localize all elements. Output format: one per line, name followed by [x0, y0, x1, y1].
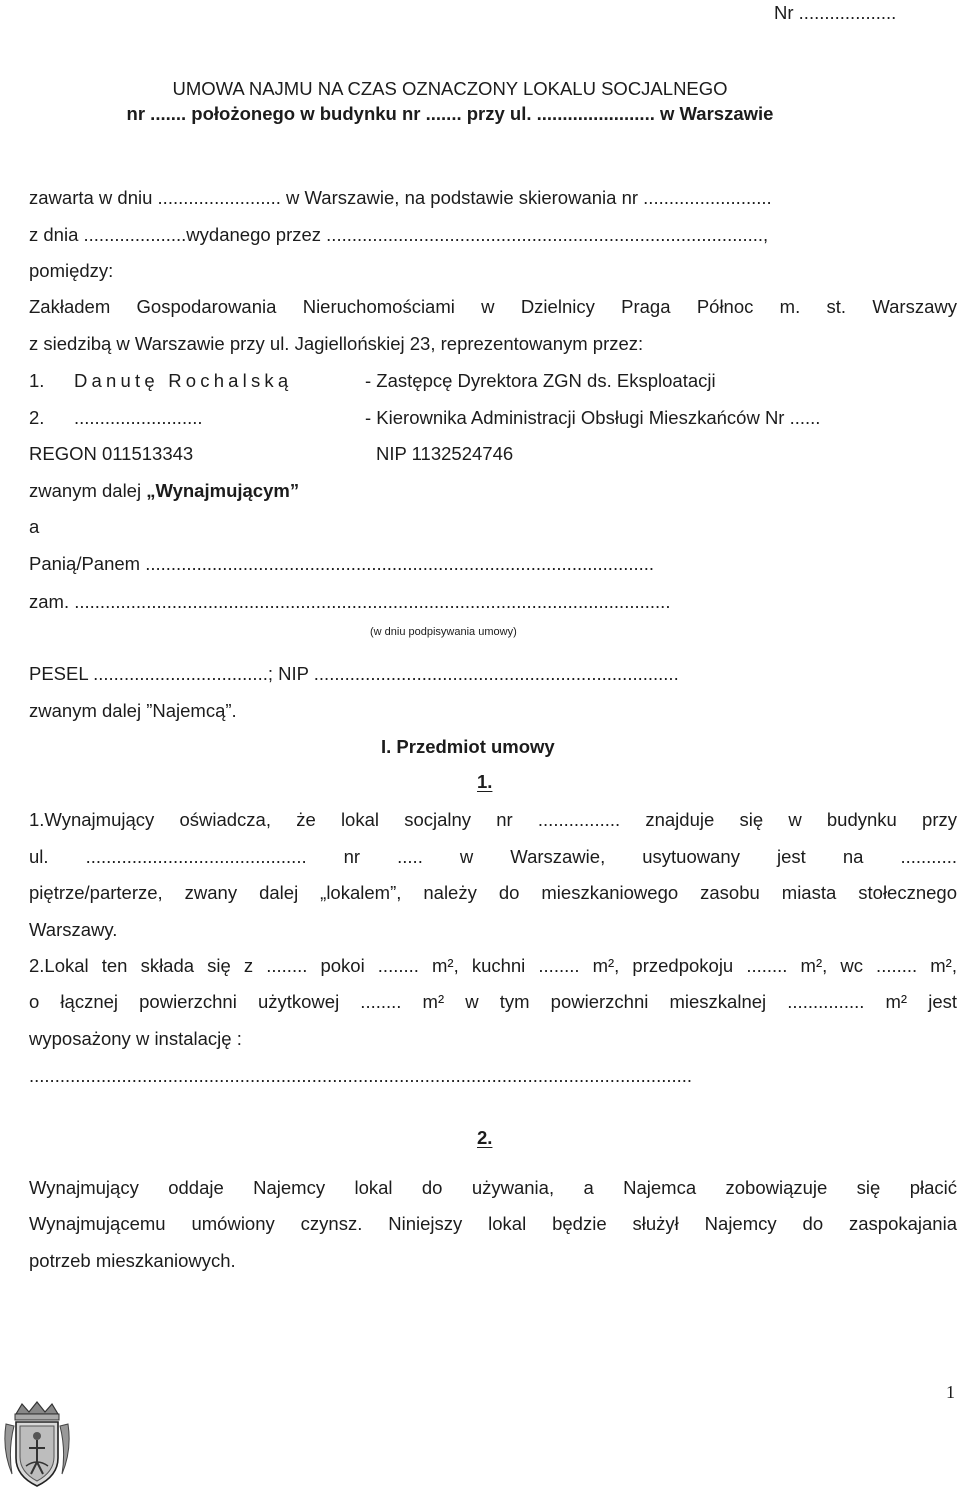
paragraph-1-number: 1. [477, 771, 493, 792]
representative-2-role: - Kierownika Administracji Obsługi Mieszkańców Nr ...... [365, 407, 821, 428]
p3-line-1: Wynajmujący oddaje Najemcy lokal do używania, a Najemca zobowiązuje się płacić [29, 1177, 957, 1198]
landlord-definition [29, 480, 299, 502]
p1-line-3: piętrze/parterze, zwany dalej „lokalem”, należy do mieszkaniowego zasobu miasta stołecznego [29, 882, 957, 903]
representative-2-number: 2. [29, 407, 45, 428]
tenant-address-line: zam. .................................................................................................................... [29, 591, 671, 612]
representative-1-role: - Zastępcę Dyrektora ZGN ds. Eksploatacji [365, 370, 716, 391]
document-title-line2: nr ....... położonego w budynku nr ....... przy ul. ....................... w Warszawie [126, 103, 774, 124]
tenant-note: (w dniu podpisywania umowy) [370, 626, 517, 638]
nip: NIP 1132524746 [376, 443, 514, 464]
intro-line-3: pomiędzy: [29, 260, 114, 281]
p3-line-3: potrzeb mieszkaniowych. [29, 1250, 236, 1271]
intro-line-2: z dnia ....................wydanego przez ....................................................................................., [29, 224, 769, 245]
p1-line-4: Warszawy. [29, 919, 118, 940]
p2-line-2: o łącznej powierzchni użytkowej ........ m² w tym powierzchni mieszkalnej ............... m² jest [29, 991, 957, 1012]
tenant-called-line: zwanym dalej ”Najemcą”. [29, 700, 237, 721]
paragraph-2-number: 2. [477, 1127, 493, 1148]
document-title-line1: UMOWA NAJMU NA CZAS OZNACZONY LOKALU SOCJALNEGO [172, 78, 728, 99]
intro-line-5: z siedzibą w Warszawie przy ul. Jagiellońskiej 23, reprezentowanym przez: [29, 333, 644, 354]
representative-1-number: 1. [29, 370, 45, 391]
landlord-prefix: zwanym dalej [29, 480, 147, 501]
coat-of-arms-icon [2, 1400, 72, 1488]
landlord-name: „Wynajmującym” [146, 480, 300, 501]
p2-dots-line: ................................................................................................................................. [29, 1065, 693, 1086]
representative-2-name: ......................... [74, 407, 203, 428]
document-number: Nr ................... [774, 2, 897, 23]
intro-line-4: Zakładem Gospodarowania Nieruchomościami w Dzielnicy Praga Północ m. st. Warszawy [29, 296, 957, 317]
p2-line-3: wyposażony w instalację : [29, 1028, 242, 1049]
tenant-name-line: Panią/Panem ................................................................................................... [29, 553, 655, 574]
regon: REGON 011513343 [29, 443, 194, 464]
section-heading: I. Przedmiot umowy [381, 736, 555, 757]
intro-line-1: zawarta w dniu ........................ w Warszawie, na podstawie skierowania nr ......................... [29, 187, 772, 208]
representative-1-name: Danutę Rochalską [74, 370, 293, 391]
p2-line-1: 2.Lokal ten składa się z ........ pokoi ........ m², kuchni ........ m², przedpokoju ........ m², wc ........ m², [29, 955, 957, 976]
conjunction: a [29, 516, 40, 537]
tenant-pesel-line: PESEL ..................................; NIP ....................................................................... [29, 663, 679, 684]
p3-line-2: Wynajmującemu umówiony czynsz. Niniejszy lokal będzie służył Najemcy do zaspokajania [29, 1213, 957, 1234]
page-number: 1 [946, 1382, 955, 1402]
p1-line-2: ul. ........................................... nr ..... w Warszawie, usytuowany jest na ........... [29, 846, 957, 867]
p1-line-1: 1.Wynajmujący oświadcza, że lokal socjalny nr ................ znajduje się w budynku przy [29, 809, 957, 830]
